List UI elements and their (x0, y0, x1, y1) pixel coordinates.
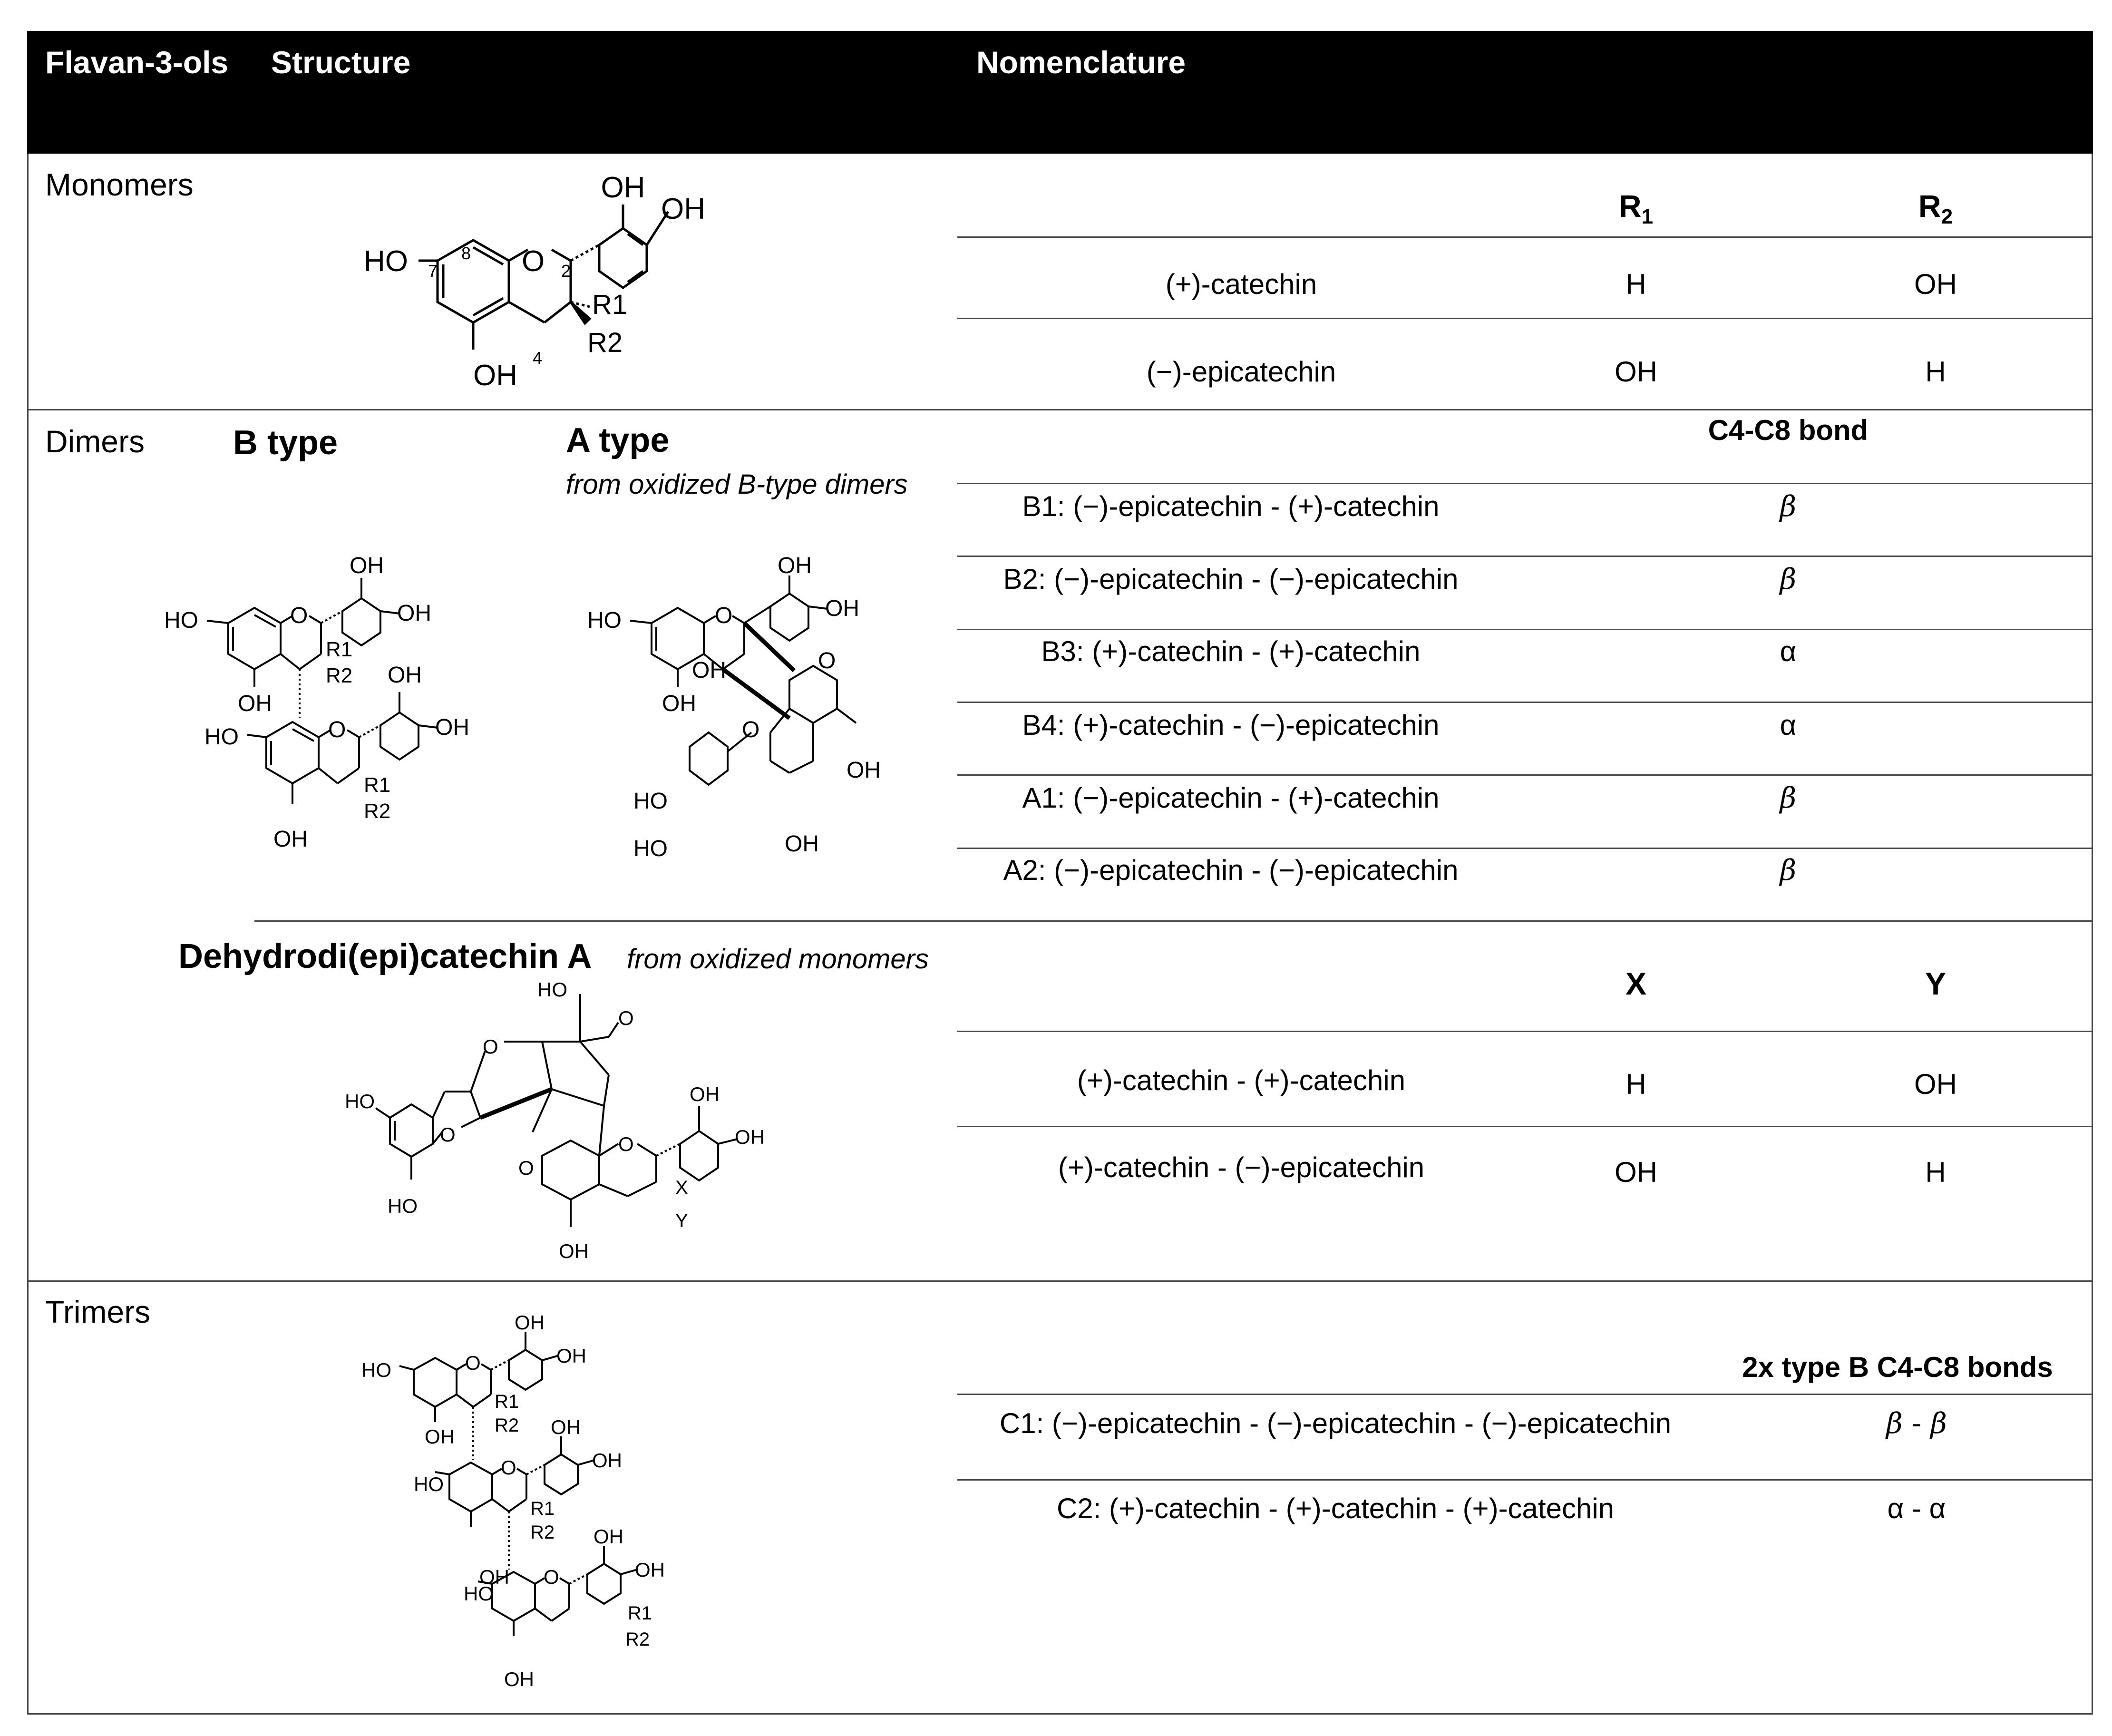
divider (957, 1126, 2093, 1127)
divider (957, 702, 2093, 703)
label-ho: HO (633, 836, 668, 861)
section-label-monomers: Monomers (45, 167, 194, 202)
label-oh: OH (273, 827, 308, 852)
label-x: X (675, 1177, 688, 1198)
monomer-r2-1: OH (1914, 268, 1957, 300)
col-header-y: Y (1925, 966, 1947, 1001)
label-r1: R1 (628, 1603, 652, 1624)
label-oh: OH (397, 601, 431, 626)
dimer-bond-5: β (1780, 781, 1797, 815)
label-oh: OH (778, 553, 812, 578)
table-header (27, 31, 2093, 154)
section-divider (27, 1280, 2093, 1282)
label-ho: HO (361, 1359, 391, 1381)
label-oh: OH (559, 1240, 589, 1262)
section-label-trimers: Trimers (45, 1294, 151, 1329)
trimer-structure (357, 1289, 785, 1703)
divider (957, 1031, 2093, 1032)
b-type-title: B type (233, 424, 338, 462)
header-structure: Structure (271, 45, 411, 80)
label-r2: R2 (530, 1522, 555, 1543)
dimer-name-4: B4: (+)-catechin - (−)-epicatechin (1022, 709, 1440, 741)
label-oh: OH (690, 1083, 720, 1105)
label-oh: OH (504, 1668, 534, 1690)
dimer-name-5: A1: (−)-epicatechin - (+)-catechin (1022, 782, 1440, 814)
dimer-bond-2: β (1780, 563, 1797, 596)
col-header-r1: $R_1$ (1618, 188, 1654, 229)
label-ho: HO (414, 1473, 444, 1495)
label-r2: R2 (625, 1629, 650, 1650)
label-r1: R1 (326, 638, 353, 661)
label-n2: 2 (561, 261, 571, 281)
dehydro-subtitle: from oxidized monomers (627, 944, 929, 975)
label-oh: OH (662, 691, 696, 716)
label-ho: HO (164, 608, 198, 633)
dimer-name-3: B3: (+)-catechin - (+)-catechin (1041, 635, 1421, 667)
trimer-name-2: C2: (+)-catechin - (+)-catechin - (+)-catechin (1056, 1492, 1615, 1524)
dehydro-name-1: (+)-catechin - (+)-catechin (1077, 1064, 1406, 1096)
label-o: O (742, 717, 760, 742)
trimer-name-1: C1: (−)-epicatechin - (−)-epicatechin - (−)-epicatechin (999, 1407, 1672, 1439)
label-o: O (544, 1566, 559, 1588)
dehydro-name-2: (+)-catechin - (−)-epicatechin (1058, 1151, 1425, 1183)
section-divider (27, 409, 2093, 410)
label-o: O (465, 1352, 481, 1374)
divider (254, 920, 2093, 922)
label-oh: OH (435, 715, 469, 740)
monomer-r1-1: H (1625, 268, 1646, 300)
monomer-name-2: (−)-epicatechin (1146, 356, 1336, 388)
label-o: O (522, 245, 545, 278)
label-oh: OH (238, 691, 272, 716)
label-n8: 8 (461, 244, 471, 263)
label-o: O (501, 1456, 516, 1479)
label-r2: R2 (587, 327, 623, 358)
label-oh: OH (635, 1559, 665, 1581)
dimer-bond-4: α (1780, 709, 1797, 741)
divider (957, 483, 2093, 484)
label-r1: R1 (530, 1498, 555, 1519)
label-ho: HO (464, 1582, 494, 1605)
monomer-structure (352, 152, 780, 404)
label-ho: HO (587, 608, 622, 633)
col-header-trimer-bonds: 2x type B C4-C8 bonds (1742, 1351, 2053, 1383)
dimer-name-1: B1: (−)-epicatechin - (+)-catechin (1022, 490, 1440, 522)
dimer-bond-3: α (1780, 635, 1797, 667)
label-o: O (618, 1007, 634, 1029)
divider (957, 556, 2093, 557)
label-r2: R2 (326, 664, 353, 687)
label-y: Y (675, 1210, 688, 1231)
label-ho: HO (388, 1195, 418, 1217)
trimer-bond-2: α - α (1887, 1492, 1946, 1524)
label-n7: 7 (428, 261, 438, 281)
divider (957, 848, 2093, 849)
divider (957, 774, 2093, 776)
a-type-title: A type (566, 421, 670, 459)
label-oh: OH (473, 359, 517, 392)
dimer-name-6: A2: (−)-epicatechin - (−)-epicatechin (1003, 854, 1459, 886)
dehydro-y-2: H (1925, 1156, 1946, 1188)
dehydro-x-2: OH (1615, 1156, 1657, 1188)
dehydro-x-1: H (1625, 1068, 1646, 1100)
label-oh: OH (735, 1126, 765, 1148)
b-type-structure (157, 518, 561, 875)
monomer-r1-2: OH (1615, 356, 1657, 388)
label-o: O (618, 1133, 634, 1155)
label-o: O (328, 717, 346, 742)
trimer-bond-1: β - β (1886, 1407, 1947, 1440)
label-oh: OH (601, 171, 645, 204)
header-flavanols: Flavan-3-ols (45, 45, 229, 80)
label-r1: R1 (592, 289, 628, 320)
col-header-r2: $R_2$ (1918, 188, 1953, 229)
label-oh: OH (350, 553, 384, 578)
label-ho: HO (364, 245, 408, 278)
label-r2: R2 (364, 800, 391, 823)
label-r1: R1 (495, 1391, 519, 1412)
divider (957, 1394, 2093, 1395)
dimer-bond-1: β (1780, 490, 1797, 523)
label-ho: HO (537, 980, 567, 1001)
divider (957, 629, 2093, 630)
label-oh: OH (847, 758, 881, 783)
label-oh: OH (425, 1425, 455, 1448)
label-oh: OH (556, 1345, 586, 1367)
label-ho: HO (633, 789, 668, 814)
label-oh: OH (388, 663, 422, 688)
col-header-x: X (1625, 966, 1647, 1001)
divider (957, 236, 2093, 238)
label-oh: OH (594, 1525, 623, 1548)
label-n4: 4 (533, 348, 543, 368)
dehydro-y-1: OH (1914, 1068, 1957, 1100)
monomer-name-1: (+)-catechin (1165, 268, 1317, 300)
label-o: O (440, 1123, 456, 1146)
label-r1: R1 (364, 773, 391, 797)
dimer-bond-6: β (1780, 854, 1797, 887)
label-oh: OH (551, 1416, 581, 1438)
label-oh: OH (515, 1311, 545, 1334)
label-oh: OH (785, 831, 819, 857)
section-label-dimers: Dimers (45, 424, 145, 459)
header-nomenclature: Nomenclature (976, 45, 1186, 80)
divider (957, 318, 2093, 319)
dehydro-structure (342, 980, 842, 1275)
divider (957, 1479, 2093, 1481)
label-o: O (483, 1035, 498, 1058)
label-oh: OH (661, 193, 705, 225)
label-o: O (518, 1157, 534, 1179)
label-o: O (290, 603, 308, 628)
label-oh: OH (592, 1449, 622, 1472)
label-oh: OH (692, 658, 726, 683)
label-ho: HO (204, 724, 239, 750)
label-oh: OH (825, 596, 859, 621)
col-header-c4c8-bond: C4-C8 bond (1708, 414, 1869, 446)
dehydro-title: Dehydrodi(epi)catechin A (178, 937, 592, 975)
dimer-name-2: B2: (−)-epicatechin - (−)-epicatechin (1003, 563, 1459, 595)
a-type-subtitle: from oxidized B-type dimers (566, 469, 908, 500)
label-oh: OH (479, 1566, 509, 1588)
monomer-r2-2: H (1925, 356, 1946, 388)
label-r2: R2 (495, 1415, 519, 1436)
label-o: O (715, 603, 733, 628)
label-ho: HO (345, 1090, 375, 1112)
a-type-structure (580, 518, 961, 875)
label-o: O (818, 648, 836, 673)
